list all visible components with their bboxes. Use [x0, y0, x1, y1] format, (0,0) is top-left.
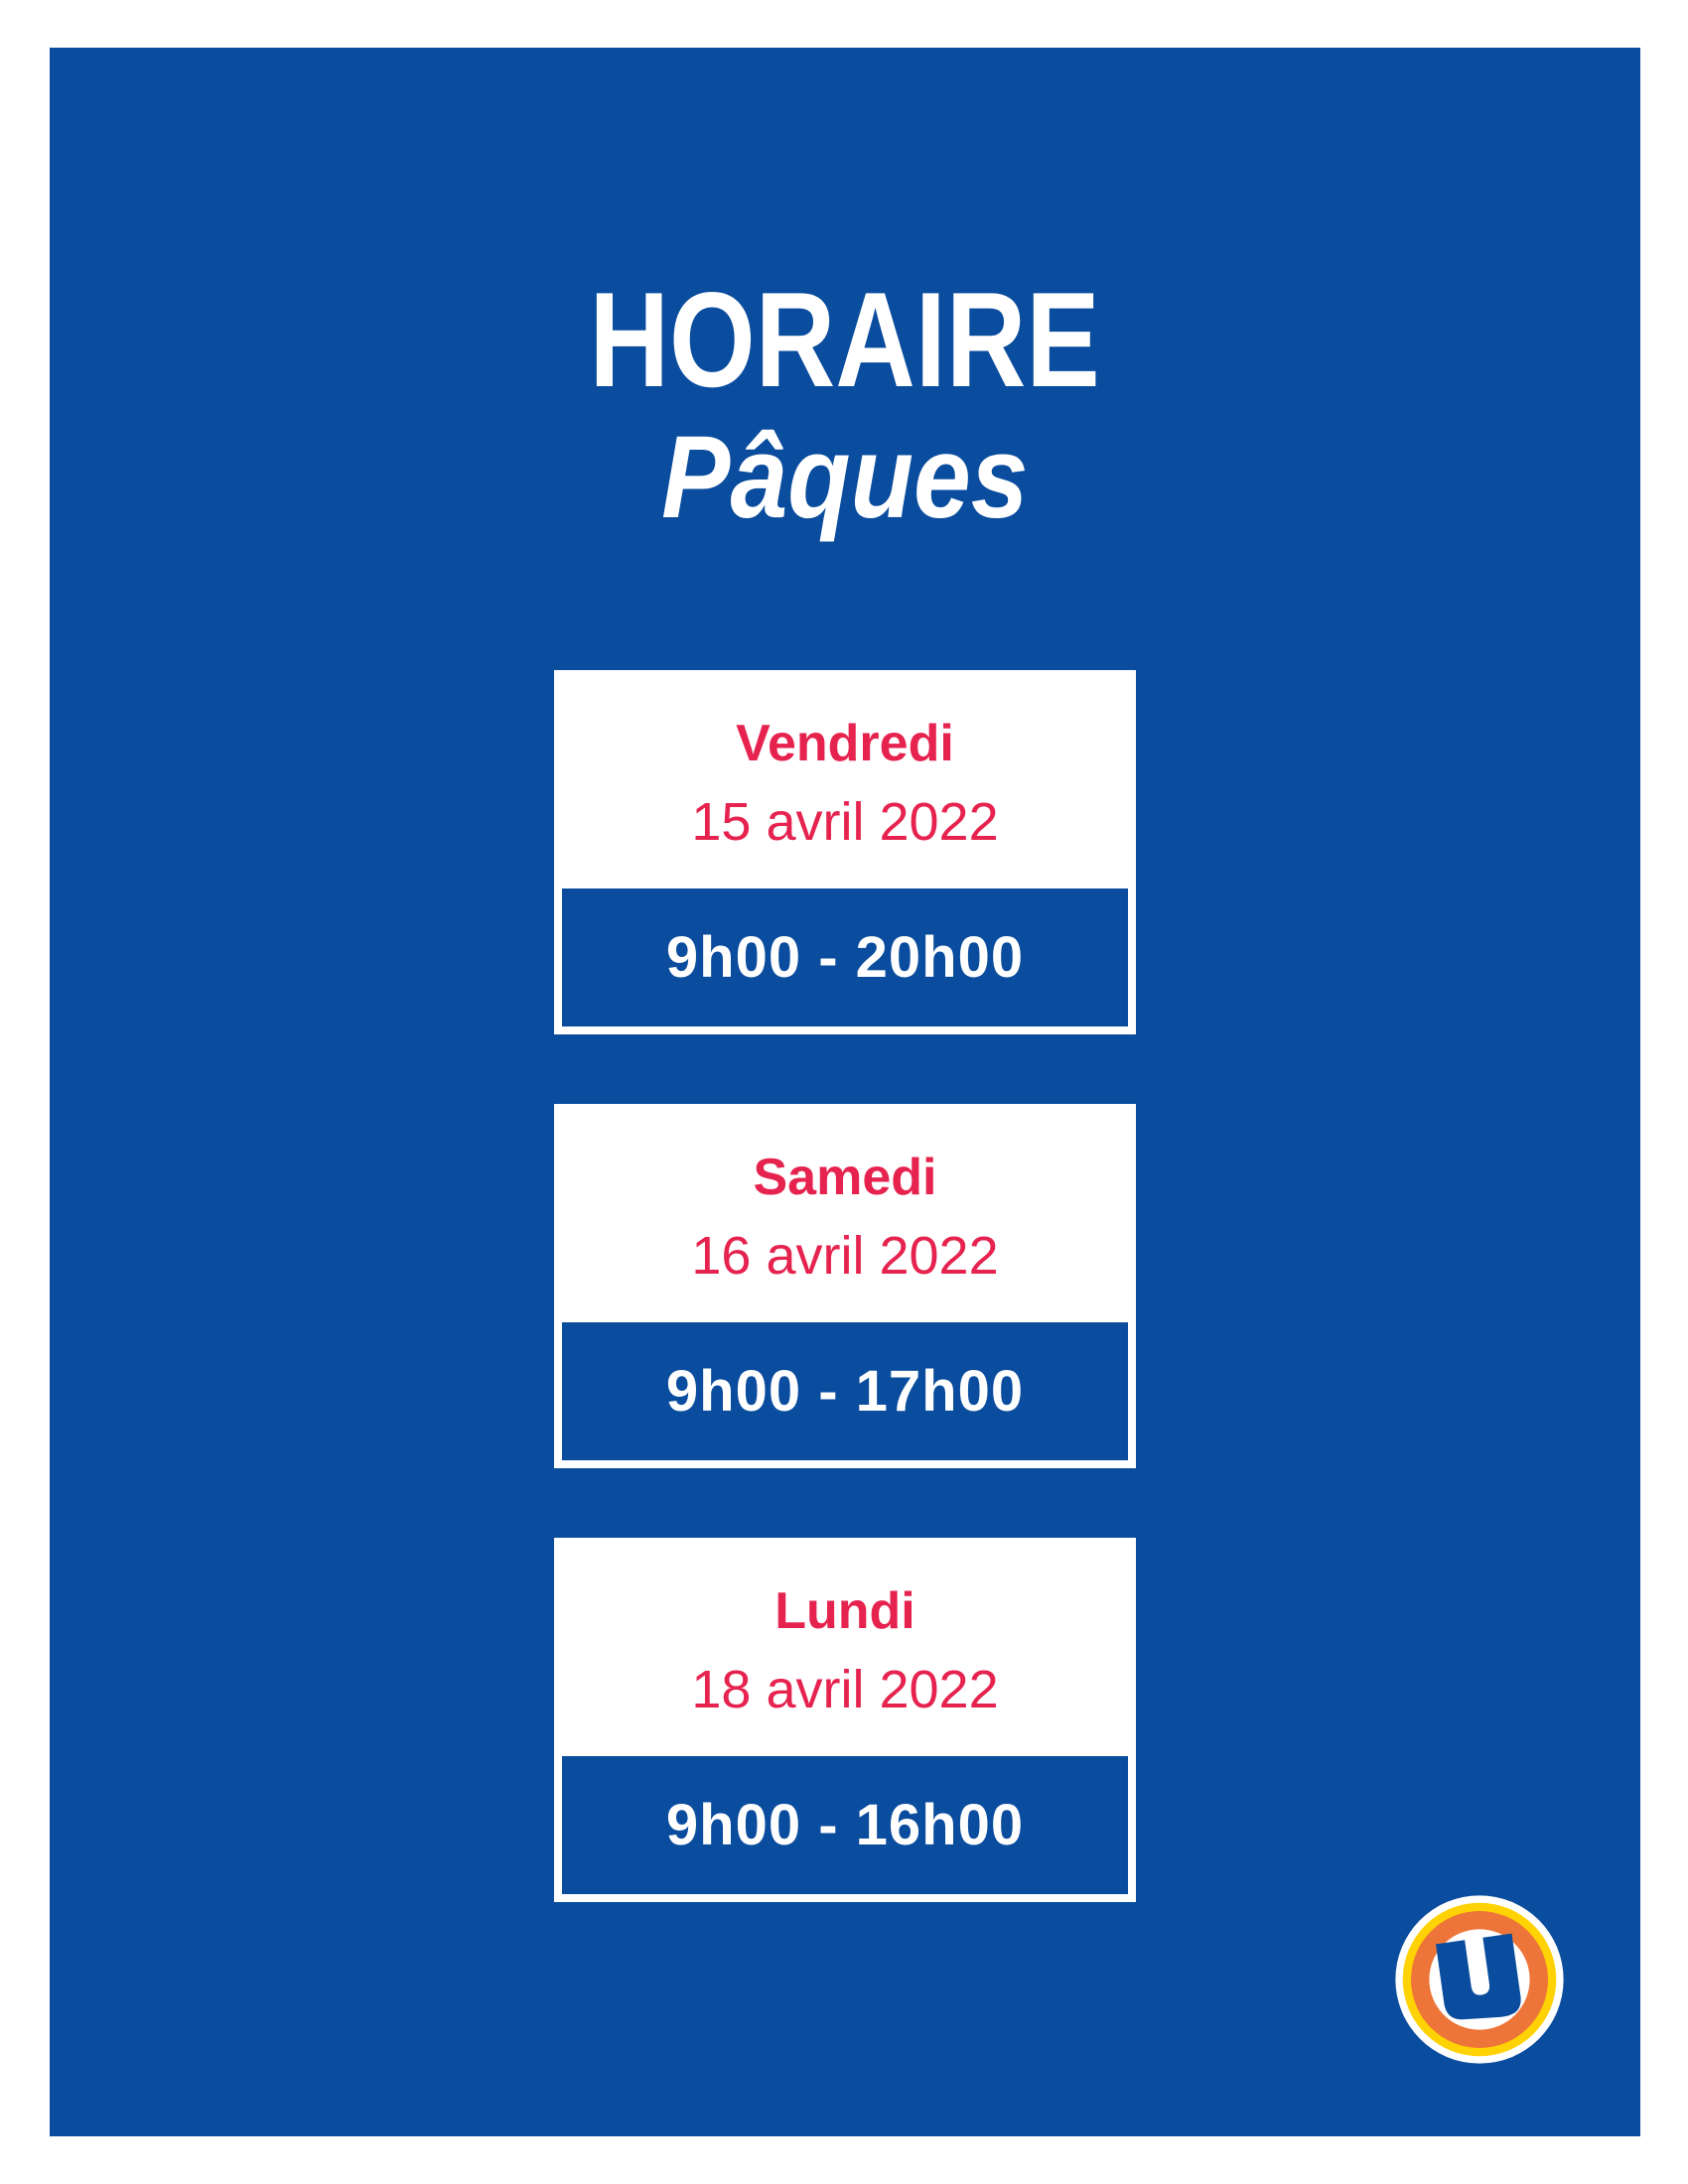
hours-bar [562, 1322, 1128, 1460]
card-top-section [562, 1538, 1128, 1756]
poster-title-text: HORAIRE [589, 264, 1101, 415]
card-top-section [562, 670, 1128, 888]
card-top-section [562, 1104, 1128, 1322]
hours-label: 9h00 - 16h00 [665, 1792, 1025, 1857]
hours-bar [562, 1756, 1128, 1894]
poster-title [50, 264, 1640, 415]
poster-subtitle-text: Pâques [661, 412, 1029, 543]
date-label: 18 avril 2022 [691, 1660, 999, 1719]
schedule-card-samedi [554, 1104, 1136, 1468]
schedule-cards [50, 670, 1640, 1902]
day-label: Vendredi [736, 715, 954, 772]
day-label: Lundi [774, 1582, 915, 1640]
hours-bar [562, 888, 1128, 1026]
hours-label: 9h00 - 20h00 [665, 924, 1025, 990]
u-brand-logo-icon [1388, 1888, 1571, 2071]
schedule-card-vendredi [554, 670, 1136, 1034]
date-label: 16 avril 2022 [691, 1226, 999, 1286]
title-block [50, 264, 1640, 543]
poster-subtitle [50, 412, 1640, 543]
schedule-card-lundi [554, 1538, 1136, 1902]
date-label: 15 avril 2022 [691, 792, 999, 852]
day-label: Samedi [753, 1149, 937, 1206]
hours-label: 9h00 - 17h00 [665, 1358, 1025, 1424]
blue-panel [50, 48, 1640, 2136]
